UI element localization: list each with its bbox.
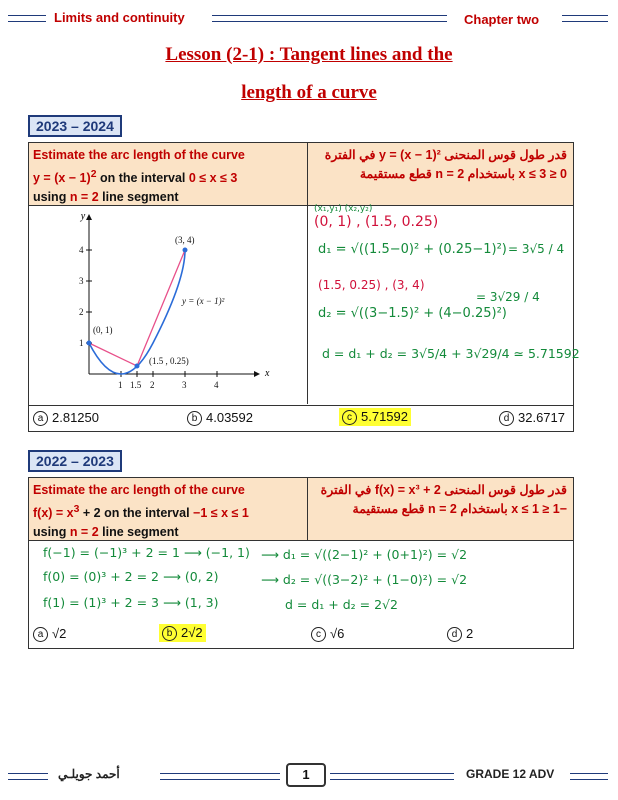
year-badge-2023: 2023 – 2024 bbox=[28, 115, 122, 137]
footer-author: أحمد جويلـي bbox=[58, 767, 120, 781]
curve-equation-label: y = (x − 1)² bbox=[182, 296, 225, 306]
xtick-3: 3 bbox=[182, 380, 187, 390]
footer-rule-mid-left bbox=[160, 773, 280, 780]
q1-options-row bbox=[29, 405, 573, 432]
q2-option-b-correct[interactable]: b 2√2 bbox=[159, 624, 206, 642]
header-rule-right bbox=[562, 15, 608, 22]
q2-work-f-1: f(1) = (1)³ + 2 = 3 ⟶ (1, 3) bbox=[43, 595, 219, 610]
q1-option-c-correct[interactable]: c 5.71592 bbox=[339, 408, 411, 426]
q2-work-f-minus1: f(−1) = (−1)³ + 2 = 1 ⟶ (−1, 1) bbox=[43, 545, 250, 560]
xtick-2: 2 bbox=[150, 380, 155, 390]
ytick-1: 1 bbox=[79, 338, 84, 348]
q2-options-row bbox=[29, 622, 573, 648]
q2-solution-panel bbox=[29, 541, 573, 621]
q1-option-b[interactable]: b 4.03592 bbox=[187, 410, 253, 426]
ytick-2: 2 bbox=[79, 307, 84, 317]
lesson-title-line2: length of a curve bbox=[241, 82, 377, 103]
xtick-1-5: 1.5 bbox=[130, 380, 142, 390]
q1-curve-graph bbox=[29, 206, 307, 404]
q1-english-text: Estimate the arc length of the curve $y = (x - 1)^2$ on the interval 0 ≤ x ≤ 3 using n = 2 line segment bbox=[29, 143, 308, 206]
question-2-box bbox=[28, 477, 574, 649]
point-label-1-5: (1.5 , 0.25) bbox=[149, 356, 189, 366]
q1-arabic-text: قدر طول قوس المنحنى y = (x − 1)² في الفترة 0 ≤ x ≤ 3 باستخدام n = 2 قطع مستقيمة bbox=[308, 143, 573, 206]
page-number: 1 bbox=[286, 763, 326, 787]
ytick-3: 3 bbox=[79, 276, 84, 286]
question-1-box bbox=[28, 142, 580, 432]
q1-work-coords-labels: (x₁,y₁) (x₂,y₂) bbox=[314, 204, 373, 214]
footer-rule-left bbox=[8, 773, 48, 780]
q2-work-d2: ⟶ d₂ = √((3−2)² + (1−0)²) = √2 bbox=[261, 572, 468, 587]
q1-graph-xlabel: x bbox=[265, 368, 270, 379]
q1-graph-ylabel: y bbox=[80, 211, 86, 222]
q1-solution-panel bbox=[308, 204, 580, 404]
xtick-1: 1 bbox=[118, 380, 123, 390]
header-chapter: Chapter two bbox=[464, 12, 540, 27]
ytick-4: 4 bbox=[79, 245, 84, 255]
q1-work-points-1: (0, 1) , (1.5, 0.25) bbox=[314, 214, 439, 230]
q1-work-total: d = d₁ + d₂ = 3√5/4 + 3√29/4 ≃ 5.71592 bbox=[322, 346, 580, 361]
q1-work-d1: d₁ = √((1.5−0)² + (0.25−1)²) bbox=[318, 242, 507, 257]
q1-work-d2-result: = 3√29 / 4 bbox=[476, 290, 540, 304]
q1-graph-panel bbox=[29, 206, 308, 404]
q2-option-d[interactable]: d 2 bbox=[447, 626, 473, 642]
footer-rule-mid-right bbox=[330, 773, 454, 780]
year-badge-2022: 2022 – 2023 bbox=[28, 450, 122, 472]
q2-work-d1: ⟶ d₁ = √((2−1)² + (0+1)²) = √2 bbox=[261, 547, 468, 562]
footer-rule-right bbox=[570, 773, 608, 780]
footer-grade: GRADE 12 ADV bbox=[466, 767, 555, 781]
header-subject: Limits and continuity bbox=[54, 10, 185, 25]
lesson-title-line1: Lesson (2-1) : Tangent lines and the bbox=[165, 44, 453, 65]
point-label-0-1: (0, 1) bbox=[93, 325, 113, 335]
q2-work-total: d = d₁ + d₂ = 2√2 bbox=[285, 597, 398, 612]
q1-option-a[interactable]: a 2.81250 bbox=[33, 410, 99, 426]
q1-work-d1-result: = 3√5 / 4 bbox=[508, 242, 565, 256]
q1-work-points-2: (1.5, 0.25) , (3, 4) bbox=[318, 278, 425, 292]
q2-option-c[interactable]: c √6 bbox=[311, 626, 344, 642]
q2-english-text: Estimate the arc length of the curve $f(x) = x^3 + 2$ on the interval −1 ≤ x ≤ 1 using n = 2 line segment bbox=[29, 478, 308, 541]
point-label-3-4: (3, 4) bbox=[175, 235, 195, 245]
header-rule-mid bbox=[212, 15, 447, 22]
q1-work-d2: d₂ = √((3−1.5)² + (4−0.25)²) bbox=[318, 306, 507, 321]
approx-segments bbox=[89, 250, 185, 366]
xtick-4: 4 bbox=[214, 380, 219, 390]
q2-work-f-0: f(0) = (0)³ + 2 = 2 ⟶ (0, 2) bbox=[43, 569, 219, 584]
q2-option-a[interactable]: a √2 bbox=[33, 626, 66, 642]
header-rule-left bbox=[8, 15, 46, 22]
q2-arabic-text: قدر طول قوس المنحنى f(x) = x³ + 2 في الفترة −1 ≤ x ≤ 1 باستخدام n = 2 قطع مستقيمة bbox=[308, 478, 573, 541]
q1-option-d[interactable]: d 32.6717 bbox=[499, 410, 565, 426]
